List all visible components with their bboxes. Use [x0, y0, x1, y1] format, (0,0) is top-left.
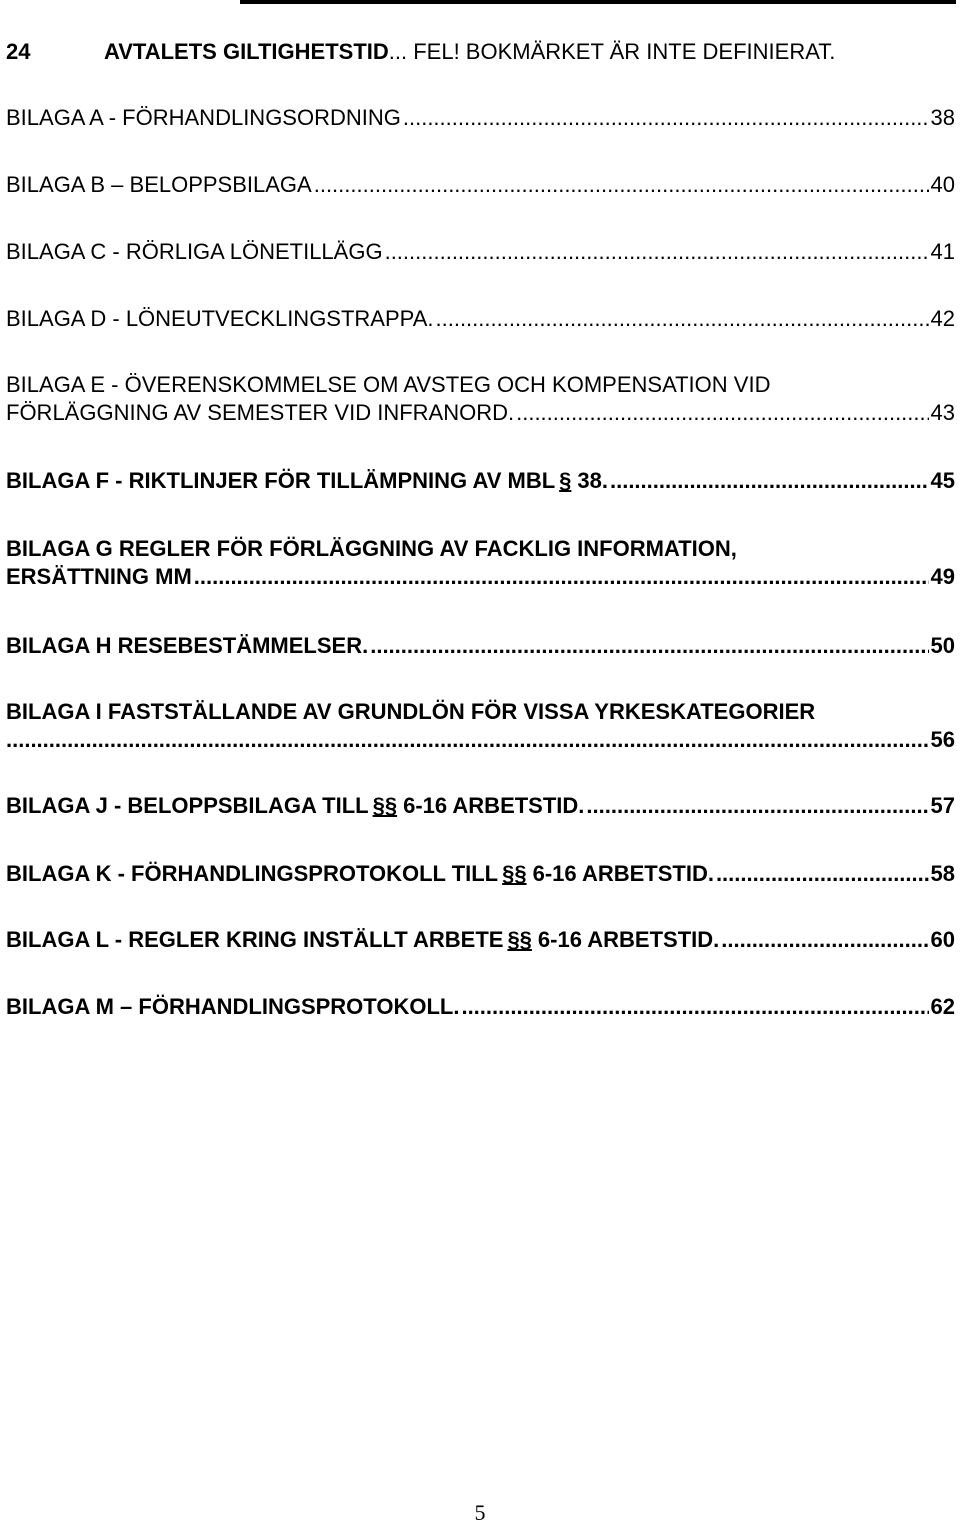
toc-leader-dots: [516, 399, 928, 427]
section-sign: §§: [502, 861, 527, 886]
toc-entry-24[interactable]: [6, 38, 955, 66]
toc-entry-bilaga-c[interactable]: [6, 238, 955, 266]
toc-entry-bilaga-k[interactable]: [6, 860, 955, 888]
toc-page-number: 42: [930, 306, 955, 331]
toc-entry-title-line1: BILAGA G REGLER FÖR FÖRLÄGGNING AV FACKLIG INFORMATION,: [6, 536, 737, 561]
toc-entry-title: BILAGA J - BELOPPSBILAGA TILL: [6, 793, 369, 818]
toc-leader-dots: [586, 792, 928, 820]
toc-entry-bilaga-j[interactable]: [6, 792, 955, 820]
toc-entry-title: BILAGA B – BELOPPSBILAGA: [6, 172, 312, 197]
toc-entry-title: BILAGA F - RIKTLINJER FÖR TILLÄMPNING AV MBL: [6, 468, 556, 493]
toc-entry-title: BILAGA C - RÖRLIGA LÖNETILLÄGG: [6, 239, 383, 264]
toc-entry-title: BILAGA M – FÖRHANDLINGSPROTOKOLL.: [6, 994, 460, 1019]
toc-entry-bilaga-l[interactable]: [6, 926, 955, 954]
toc-entry-title-line1: BILAGA I FASTSTÄLLANDE AV GRUNDLÖN FÖR VISSA YRKESKATEGORIER: [6, 699, 816, 724]
toc-page-number: 58: [930, 861, 955, 886]
toc-page-number: 41: [930, 239, 955, 264]
toc-entry-number: 24: [6, 39, 31, 64]
toc-page-number: 49: [930, 564, 955, 589]
toc-page-number: 40: [930, 172, 955, 197]
toc-entry-bilaga-i[interactable]: [6, 698, 955, 754]
toc-page-number: 45: [930, 468, 955, 493]
toc-page-number: 60: [930, 927, 955, 952]
toc-entry-title-line2: FÖRLÄGGNING AV SEMESTER VID INFRANORD.: [6, 400, 515, 425]
toc-leader-dots: [716, 860, 929, 888]
toc-leader-dots: [721, 926, 928, 954]
toc-entry-bilaga-e[interactable]: [6, 371, 955, 427]
toc-page-number: 56: [930, 727, 955, 752]
toc-leader-dots: [610, 467, 929, 495]
toc-entry-title: BILAGA A - FÖRHANDLINGSORDNING: [6, 105, 401, 130]
toc-page-number: 43: [930, 400, 955, 425]
toc-entry-title: BILAGA K - FÖRHANDLINGSPROTOKOLL TILL: [6, 861, 499, 886]
page-number: 5: [474, 1500, 486, 1525]
toc-page-number: 57: [930, 793, 955, 818]
toc-entry-bilaga-a[interactable]: [6, 104, 955, 132]
toc-leader-dots: [385, 238, 929, 266]
toc-entry-title-suffix: 6-16 ARBETSTID.: [532, 861, 714, 886]
toc-entry-bilaga-h[interactable]: [6, 632, 955, 660]
toc-entry-title: BILAGA L - REGLER KRING INSTÄLLT ARBETE: [6, 927, 504, 952]
section-sign: §§: [372, 793, 398, 818]
toc-entry-bilaga-m[interactable]: [6, 993, 955, 1021]
toc-entry-bilaga-d[interactable]: [6, 305, 955, 333]
toc-leader-dots: [194, 563, 929, 591]
toc-leader-dots: [6, 726, 929, 754]
toc-entry-bilaga-g[interactable]: [6, 535, 955, 591]
section-sign: §§: [507, 927, 532, 952]
toc-entry-title-suffix: 6-16 ARBETSTID.: [403, 793, 585, 818]
toc-leader-dots: [436, 305, 929, 333]
toc-entry-title-suffix: 6-16 ARBETSTID.: [537, 927, 720, 952]
toc-entry-bilaga-f[interactable]: [6, 467, 955, 495]
toc-leader-dots: [461, 993, 928, 1021]
toc-entry-title: BILAGA H RESEBESTÄMMELSER.: [6, 633, 369, 658]
toc-entry-title-line2: ERSÄTTNING MM: [6, 564, 192, 589]
toc-entry-title-suffix: 38.: [577, 468, 608, 493]
toc-entry-title: BILAGA D - LÖNEUTVECKLINGSTRAPPA.: [6, 306, 434, 331]
top-rule: [240, 0, 956, 4]
toc-entry-title-line1: BILAGA E - ÖVERENSKOMMELSE OM AVSTEG OCH KOMPENSATION VID: [6, 372, 771, 397]
toc-page-number: 38: [930, 105, 955, 130]
toc-page-number: 50: [930, 633, 955, 658]
toc-entry-bilaga-b[interactable]: [6, 171, 955, 199]
toc-entry-title: AVTALETS GILTIGHETSTID: [104, 39, 389, 64]
section-sign: §: [559, 468, 572, 493]
toc-leader-dots: [403, 104, 929, 132]
toc-page-number: 62: [930, 994, 955, 1019]
toc-leader-dots: [370, 632, 928, 660]
toc-leader-dots: [314, 171, 929, 199]
toc-bookmark-error: ... FEL! BOKMÄRKET ÄR INTE DEFINIERAT.: [388, 39, 836, 64]
